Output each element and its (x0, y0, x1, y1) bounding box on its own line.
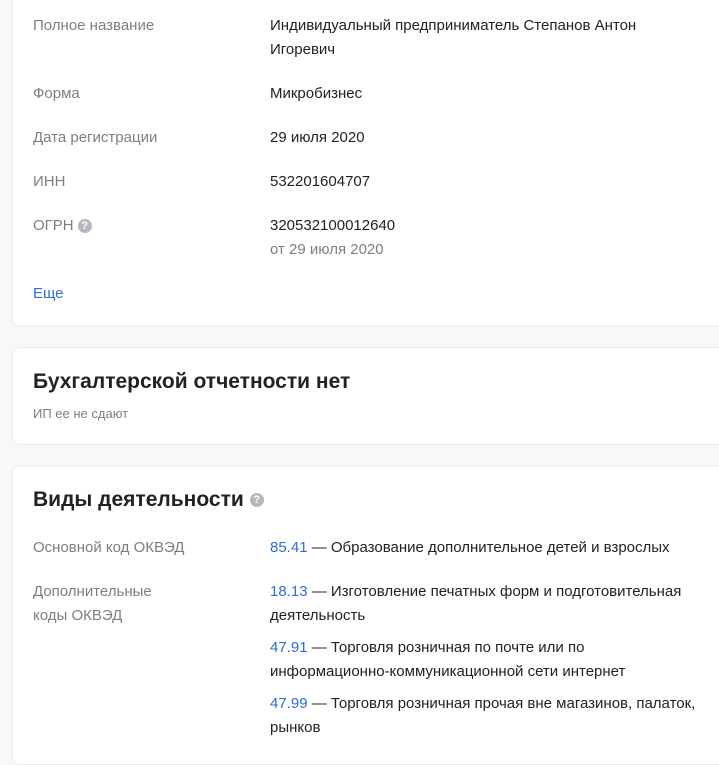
ogrn-value: 320532100012640 (270, 217, 396, 234)
reg-date-label: Дата регистрации (33, 129, 158, 146)
list-item (270, 636, 700, 684)
inn-value: 532201604707 (270, 173, 371, 190)
full-name-label: Полное название (33, 17, 155, 34)
okved-code-link[interactable]: 47.99 (270, 695, 308, 712)
accounting-title: Бухгалтерской отчетности нет (33, 370, 351, 393)
accounting-card (12, 347, 719, 445)
ogrn-value-wrap (270, 214, 700, 262)
list-item (270, 580, 700, 628)
okved-description: — Изготовление печатных форм и подготовительная деятельность (270, 583, 682, 624)
question-circle-icon[interactable]: ? (78, 219, 92, 233)
okved-code-link[interactable]: 47.91 (270, 639, 308, 656)
activities-title-wrap (33, 488, 264, 512)
okved-code-link[interactable]: 18.13 (270, 583, 308, 600)
inn-label: ИНН (33, 173, 66, 190)
list-item (270, 692, 700, 740)
accounting-subtitle: ИП ее не сдают (33, 406, 129, 421)
additional-okved-label (33, 580, 253, 628)
question-circle-icon[interactable]: ? (250, 493, 264, 507)
activities-title: Виды деятельности (33, 488, 244, 511)
additional-okved-list (270, 580, 700, 748)
additional-okved-label-line1: Дополнительные (33, 583, 152, 600)
ogrn-label: ОГРН (33, 217, 74, 234)
activities-card (12, 465, 719, 765)
ogrn-label-wrap (33, 214, 253, 238)
company-info-card (12, 0, 719, 327)
more-row (33, 282, 719, 306)
okved-description: — Образование дополнительное детей и взрослых (307, 539, 670, 556)
ogrn-date: от 29 июля 2020 (270, 241, 384, 258)
main-okved-label: Основной код ОКВЭД (33, 539, 185, 556)
form-label: Форма (33, 85, 80, 102)
reg-date-value: 29 июля 2020 (270, 129, 365, 146)
okved-code-link[interactable]: 85.41 (270, 539, 308, 556)
okved-description: — Торговля розничная прочая вне магазинов, палаток, рынков (270, 695, 696, 736)
more-link[interactable]: Еще (33, 285, 64, 302)
okved-description: — Торговля розничная по почте или по информационно-коммуникационной сети интернет (270, 639, 626, 680)
additional-okved-label-line2: коды ОКВЭД (33, 607, 123, 624)
full-name-value: Индивидуальный предприниматель Степанов Антон Игоревич (270, 17, 637, 58)
main-okved-value (270, 536, 700, 560)
form-value: Микробизнес (270, 85, 363, 102)
